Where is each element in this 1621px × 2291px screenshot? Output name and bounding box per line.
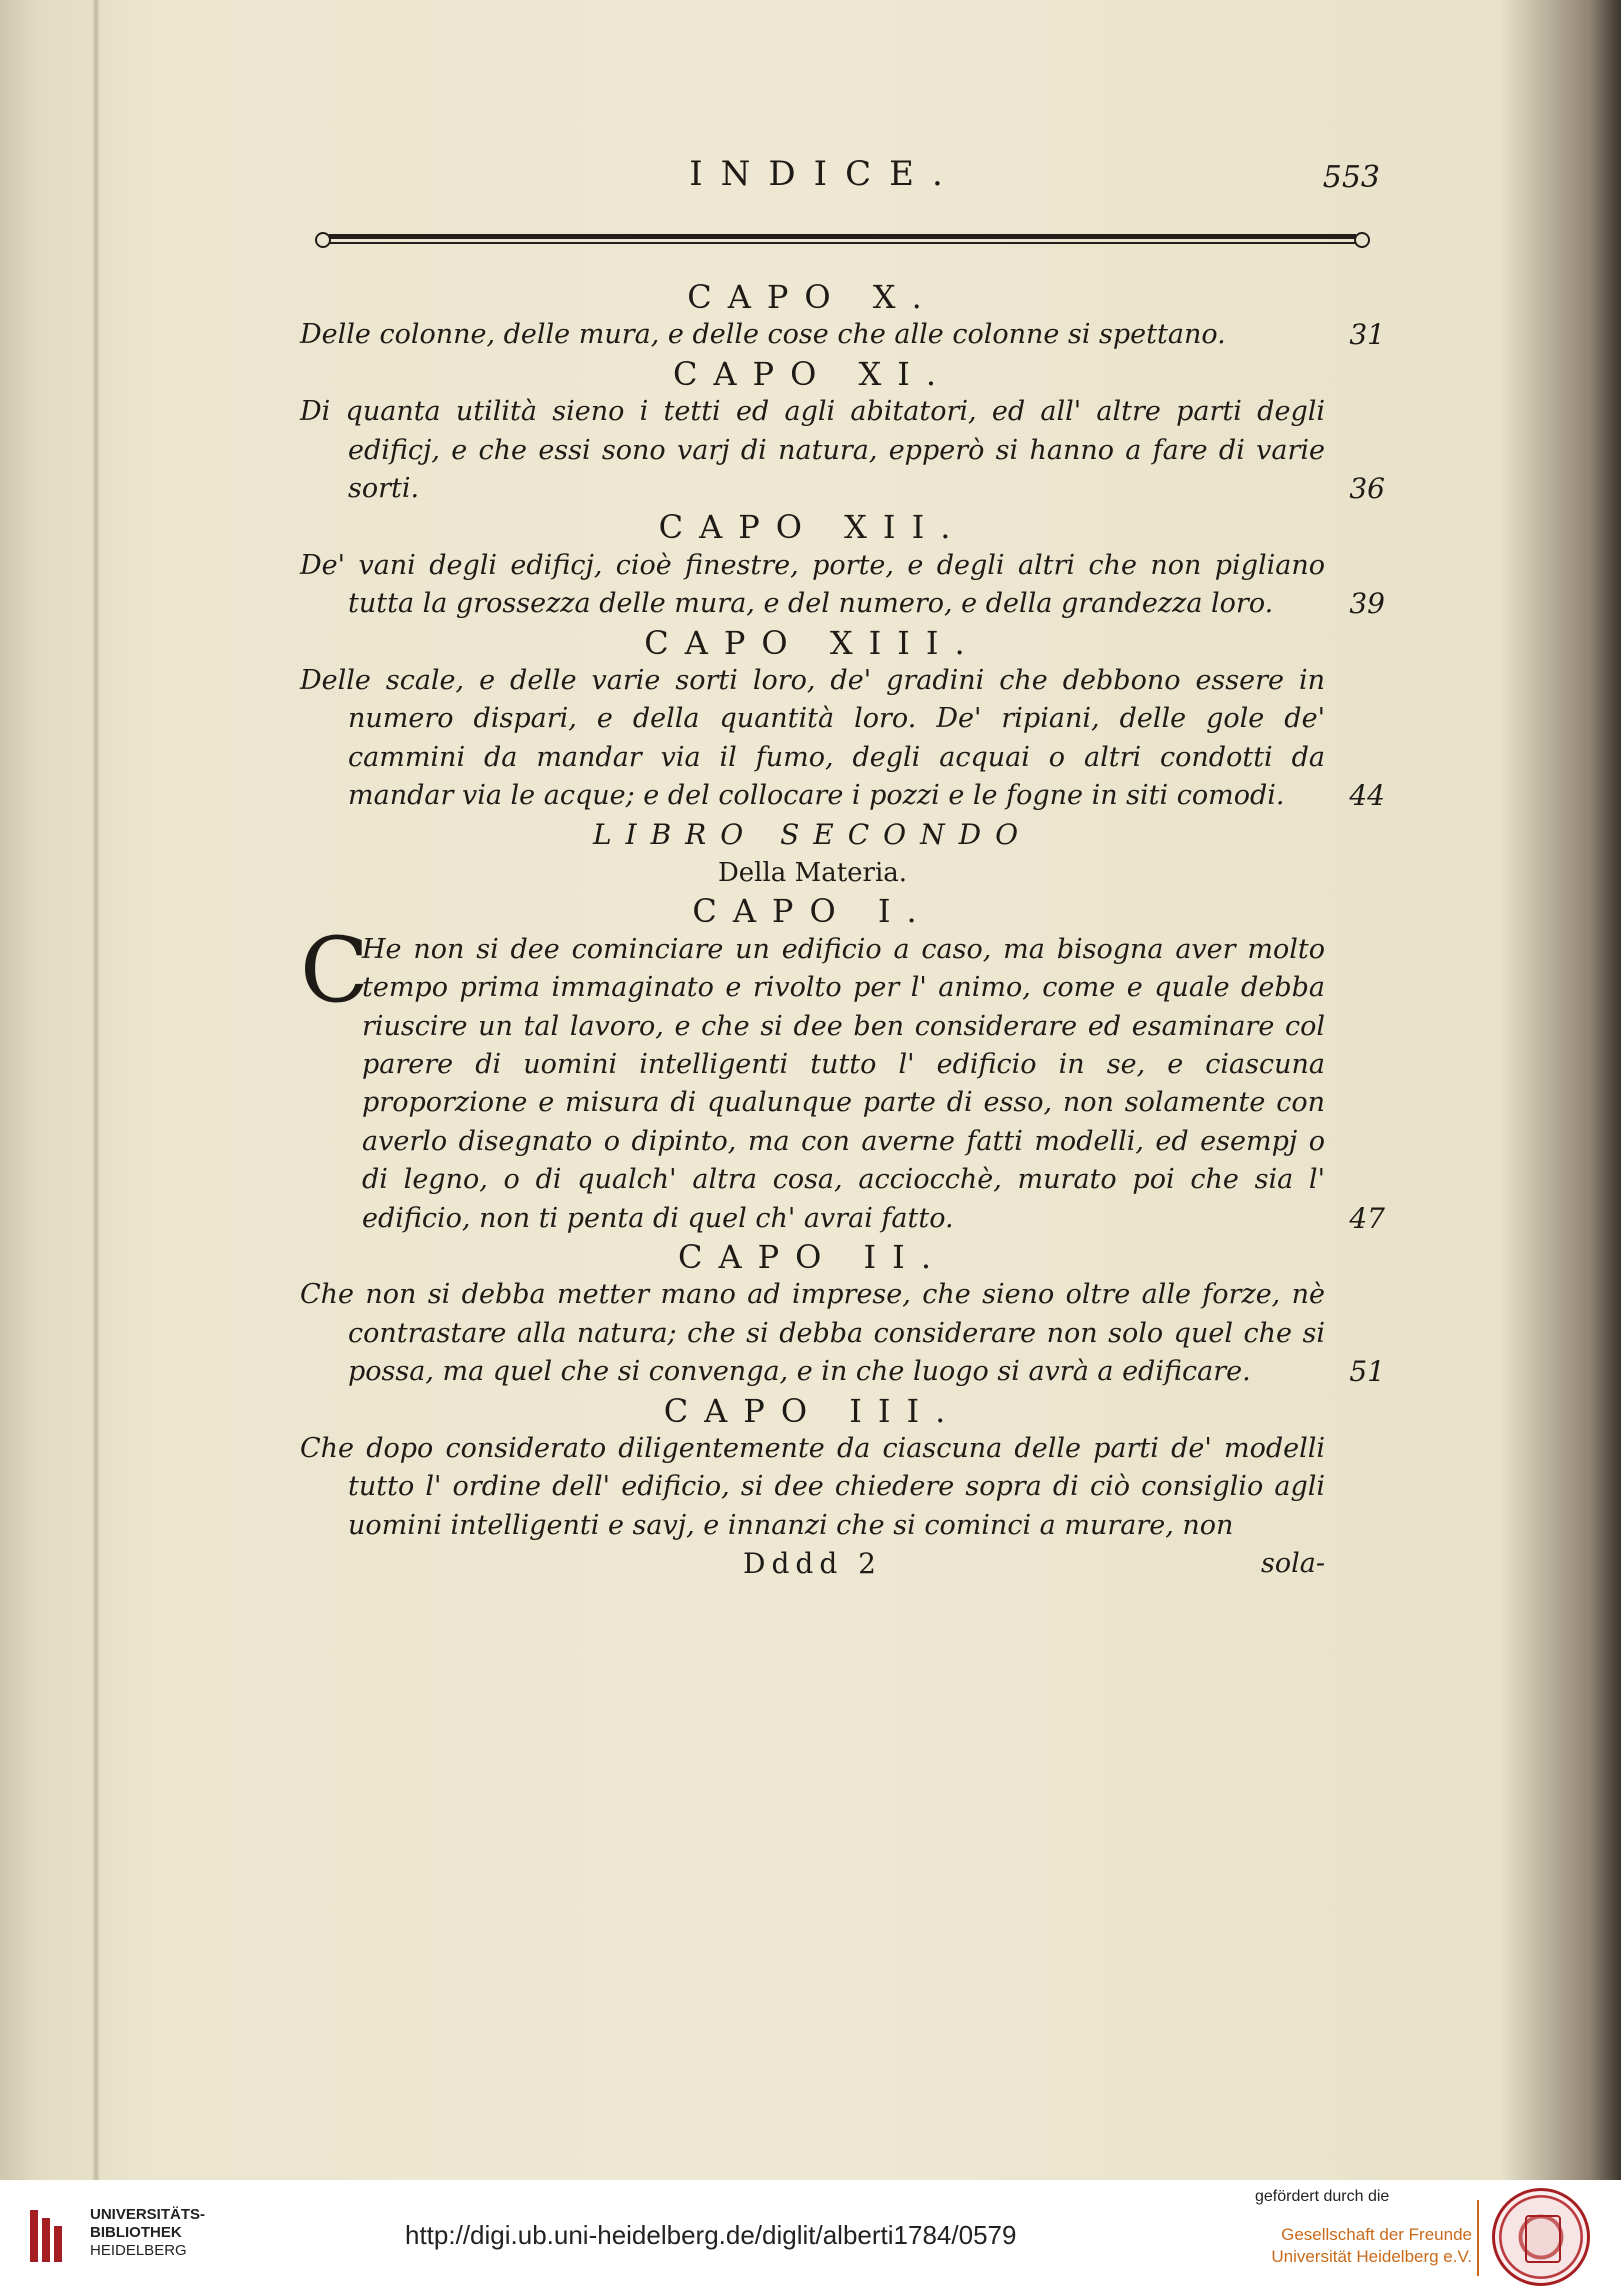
rule-bar: [329, 234, 1356, 239]
ornamental-rule: [315, 232, 1370, 248]
header-page-number: 553: [1322, 160, 1380, 195]
permalink-url[interactable]: http://digi.ub.uni-heidelberg.de/diglit/alberti1784/0579: [405, 2220, 1017, 2250]
libro-heading: LIBRO SECONDO: [592, 817, 1033, 851]
sponsor-name: [1262, 2224, 1472, 2268]
capo-heading: CAPO XIII.: [644, 623, 981, 662]
sponsor-name-line: Gesellschaft der Freunde: [1281, 2225, 1472, 2244]
capo-heading: CAPO III.: [663, 1391, 962, 1430]
entry-page-number: 36: [1349, 472, 1385, 505]
logo-bar: [42, 2218, 50, 2262]
logo-bar: [54, 2226, 62, 2262]
rule-bar-thin: [329, 242, 1356, 244]
drop-capital: C: [300, 917, 369, 1023]
capo-heading: CAPO II.: [678, 1238, 947, 1277]
entry-text: He non si dee cominciare un edificio a caso, ma bisogna aver molto tempo prima immaginato e rivolto per l' animo, come e quale debba riuscire un tal lavoro, e che si dee ben considerare ed esaminare col parere di uomini intelligenti tutto l' edificio in se, e ciascuna proporzione e misura di qualunque parte di esso, non solamente con averlo disegnato o dipinto, ma con averne fatti modelli, ed esempj o di legno, o di qualch' altra cosa, acciocchè, murato poi che sia l' edificio, non ti penta di quel ch' avrai fatto.: [362, 933, 1325, 1234]
entry-page-number: 47: [1349, 1201, 1385, 1235]
capo-heading: CAPO XI.: [672, 354, 953, 393]
index-entry: [300, 917, 1385, 1238]
book-page: [100, 0, 1590, 2180]
capo-heading: CAPO XII.: [658, 508, 967, 547]
library-name-line: BIBLIOTHEK: [90, 2224, 182, 2241]
university-seal-icon: [1492, 2188, 1590, 2286]
entry-text: De' vani degli edificj, cioè finestre, porte, e degli altri che non pigliano tutta la grossezza delle mura, e del numero, e della grandezza loro.: [300, 549, 1325, 620]
entry-text: Delle colonne, delle mura, e delle cose che alle colonne si spettano.: [300, 319, 1226, 351]
index-entry: [300, 393, 1385, 508]
logo-bar: [30, 2210, 38, 2262]
libro-subtitle: Della Materia.: [717, 858, 908, 889]
entry-page-number: 31: [1349, 318, 1385, 352]
library-name: [90, 2206, 205, 2260]
library-name-line: HEIDELBERG: [90, 2242, 187, 2259]
capo-heading: CAPO I.: [692, 892, 933, 931]
entry-page-number: 44: [1349, 779, 1385, 813]
index-entry: [300, 547, 1385, 624]
signature-mark: Dddd 2: [743, 1547, 882, 1581]
index-entry: [300, 1276, 1385, 1391]
index-entry: [300, 316, 1385, 354]
index-entry: [300, 662, 1385, 816]
entry-text: Delle scale, e delle varie sorti loro, de' gradini che debbono essere in numero dispari, e della quantità loro. De' ripiani, delle gole de' cammini da mandar via il fumo, degli acquai o altri condotti da mandar via le acque; e del collocare i pozzi e le fogne in siti comodi.: [300, 665, 1325, 812]
book-gutter: [92, 0, 100, 2180]
page-foot: [300, 1545, 1325, 1583]
library-name-line: UNIVERSITÄTS-: [90, 2206, 206, 2223]
entry-text: Di quanta utilità sieno i tetti ed agli abitatori, ed all' altre parti degli edificj, e che essi sono varj di natura, epperò si hanno a fare di varie sorti.: [300, 396, 1325, 504]
entry-text: Che dopo considerato diligentemente da ciascuna delle parti de' modelli tutto l' ordine dell' edificio, si dee chiedere sopra di ciò consiglio agli uomini intelligenti e savj, e innanzi che si cominci a murare, non: [300, 1433, 1325, 1541]
entry-text: Che non si debba metter mano ad imprese, che sieno oltre alle forze, nè contrastare alla natura; che si debba considerare non solo quel che si possa, ma quel che si convenga, e in che luogo si avrà a edificare.: [300, 1279, 1325, 1388]
sponsor-name-line: Universität Heidelberg e.V.: [1271, 2247, 1472, 2266]
seal-figure: [1525, 2215, 1561, 2263]
entry-page-number: 39: [1349, 587, 1385, 621]
sponsor-label: gefördert durch die: [1255, 2188, 1390, 2205]
capo-heading: CAPO X.: [687, 278, 938, 316]
rule-knob-right: [1354, 232, 1370, 248]
index-entry: [300, 1430, 1325, 1545]
viewer-footer: [0, 2180, 1621, 2291]
running-header: [300, 150, 1380, 200]
footer-divider: [1477, 2200, 1479, 2276]
header-title: INDICE.: [689, 154, 961, 194]
entry-page-number: 51: [1349, 1355, 1385, 1389]
catchword: sola-: [1261, 1548, 1325, 1580]
library-logo-icon: [30, 2210, 74, 2262]
index-body: [300, 278, 1385, 1584]
